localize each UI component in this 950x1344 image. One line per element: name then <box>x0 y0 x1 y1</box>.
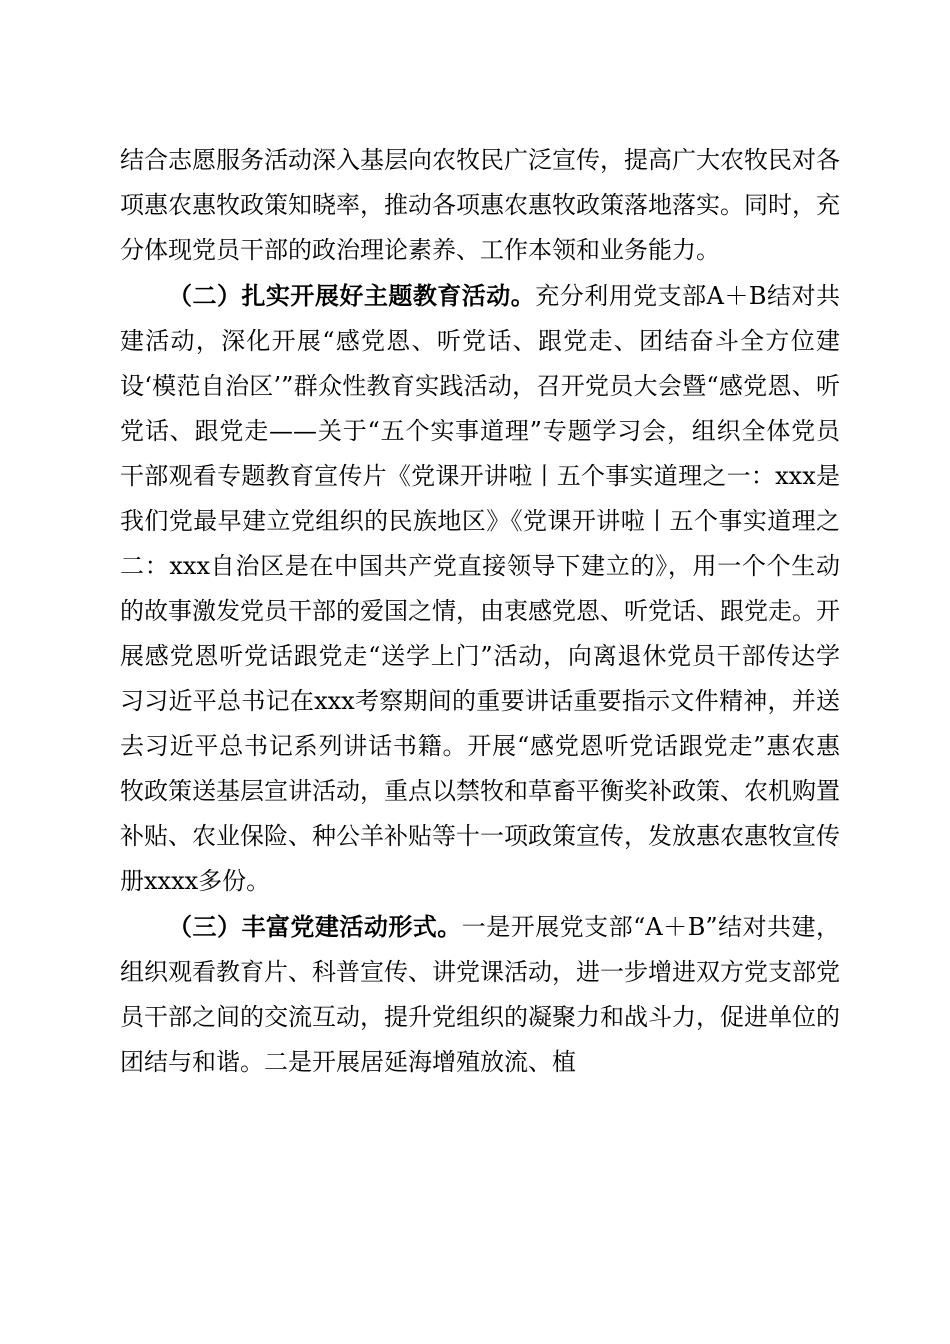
section-heading: （三）丰富党建活动形式。 <box>168 912 462 941</box>
section-heading: （二）扎实开展好主题教育活动。 <box>168 281 536 310</box>
paragraph-continuation <box>120 138 840 273</box>
paragraph-text: 结合志愿服务活动深入基层向农牧民广泛宣传，提高广大农牧民对各项惠农惠牧政策知晓率，推动各项惠农惠牧政策落地落实。同时，充分体现党员干部的政治理论素养、工作本领和业务能力。 <box>120 146 840 264</box>
paragraph-section-3 <box>120 904 840 1085</box>
paragraph-text: 充分利用党支部A＋B结对共建活动，深化开展“感党恩、听党话、跟党走、团结奋斗全方位建设‘模范自治区’”群众性教育实践活动，召开党员大会暨“感党恩、听党话、跟党走——关于“五个实事道理”专题学习会，组织全体党员干部观看专题教育宣传片《党课开讲啦丨五个事实道理之一：xxx是我们党最早建立党组织的民族地区》《党课开讲啦丨五个事实道理之二：xxx自治区是在中国共产党直接领导下建立的》，用一个个生动的故事激发党员干部的爱国之情，由衷感党恩、听党话、跟党走。开展感党恩听党话跟党走“送学上门”活动，向离退休党员干部传达学习习近平总书记在xxx考察期间的重要讲话重要指示文件精神，并送去习近平总书记系列讲话书籍。开展“感党恩听党话跟党走”惠农惠牧政策送基层宣讲活动，重点以禁牧和草畜平衡奖补政策、农机购置补贴、农业保险、种公羊补贴等十一项政策宣传，发放惠农惠牧宣传册xxxx多份。 <box>120 282 841 895</box>
paragraph-text: 一是开展党支部“A＋B”结对共建，组织观看教育片、科普宣传、讲党课活动，进一步增进双方党支部党员干部之间的交流互动，提升党组织的凝聚力和战斗力，促进单位的团结与和谐。二是开展居延海增殖放流、植 <box>120 913 840 1076</box>
paragraph-section-2 <box>120 273 840 904</box>
document-body <box>120 138 840 1085</box>
